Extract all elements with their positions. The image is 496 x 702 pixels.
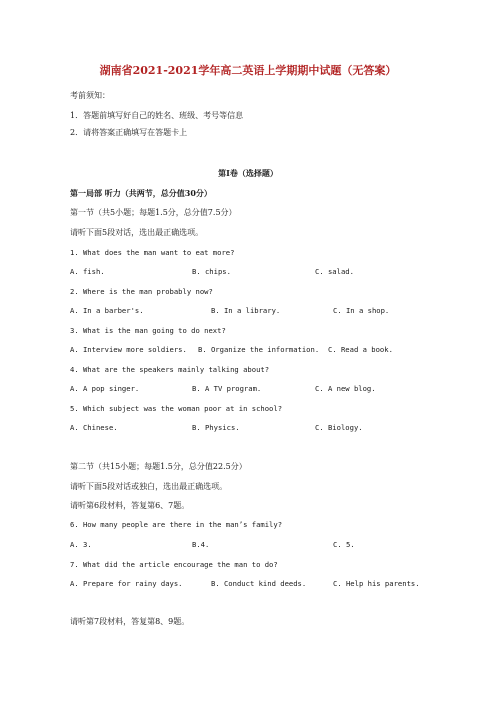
sub2-heading: 第二节（共15小题；每题1.5分，总分值22.5分） [70, 462, 247, 471]
q1-option-c: C. salad. [315, 267, 354, 276]
q6-option-b: B.4. [192, 540, 210, 549]
sub1-heading: 第一节（共5小题；每题1.5分，总分值7.5分） [70, 208, 237, 217]
q4-option-c: C. A new blog. [315, 384, 376, 393]
q1-option-b: B. chips. [192, 267, 231, 276]
material-8-9: 请听第7段材料，答复第8、9题。 [70, 617, 190, 626]
q5-option-b: B. Physics. [192, 423, 240, 432]
q1-option-a: A. fish. [70, 267, 105, 276]
q5-option-c: C. Biology. [315, 423, 363, 432]
question-2: 2. Where is the man probably now? [70, 287, 213, 296]
q6-option-c: C. 5. [333, 540, 355, 549]
q2-option-a: A. In a barber's. [70, 306, 144, 315]
q2-option-c: C. In a shop. [333, 306, 390, 315]
document-title: 湖南省2021-2021学年高二英语上学期期中试题（无答案） [99, 64, 397, 77]
question-6: 6. How many people are there in the man’s family? [70, 520, 283, 529]
q3-option-c: C. Read a book. [328, 345, 393, 354]
notice-heading: 考前须知： [70, 91, 110, 100]
q7-option-c: C. Help his parents. [333, 579, 420, 588]
q3-option-b: B. Organize the information. [198, 345, 320, 354]
question-5: 5. Which subject was the woman poor at in school? [70, 404, 283, 413]
question-1: 1. What does the man want to eat more? [70, 248, 235, 257]
q6-option-a: A. 3. [70, 540, 92, 549]
notice-item: 1．答题前填写好自己的姓名、班级、考号等信息 [70, 111, 244, 120]
question-3: 3. What is the man going to do next? [70, 326, 226, 335]
question-4: 4. What are the speakers mainly talking about? [70, 365, 270, 374]
part1-heading: 第I卷（选择题） [218, 168, 278, 178]
sub2-instruction: 请听下面5段对话或独白，选出最正确选项。 [70, 482, 228, 491]
q2-option-b: B. In a library. [211, 306, 281, 315]
q5-option-a: A. Chinese. [70, 423, 118, 432]
q7-option-b: B. Conduct kind deeds. [211, 579, 307, 588]
q4-option-a: A. A pop singer. [70, 384, 140, 393]
q7-option-a: A. Prepare for rainy days. [70, 579, 183, 588]
material-6-7: 请听第6段材料，答复第6、7题。 [70, 501, 190, 510]
q4-option-b: B. A TV program. [192, 384, 262, 393]
notice-item: 2．请将答案正确填写在答题卡上 [70, 128, 188, 137]
q3-option-a: A. Interview more soldiers. [70, 345, 187, 354]
question-7: 7. What did the article encourage the man to do? [70, 560, 278, 569]
section1-heading: 第一局部 听力（共两节，总分值30分） [70, 188, 212, 198]
sub1-instruction: 请听下面5段对话，选出最正确选项。 [70, 228, 204, 237]
